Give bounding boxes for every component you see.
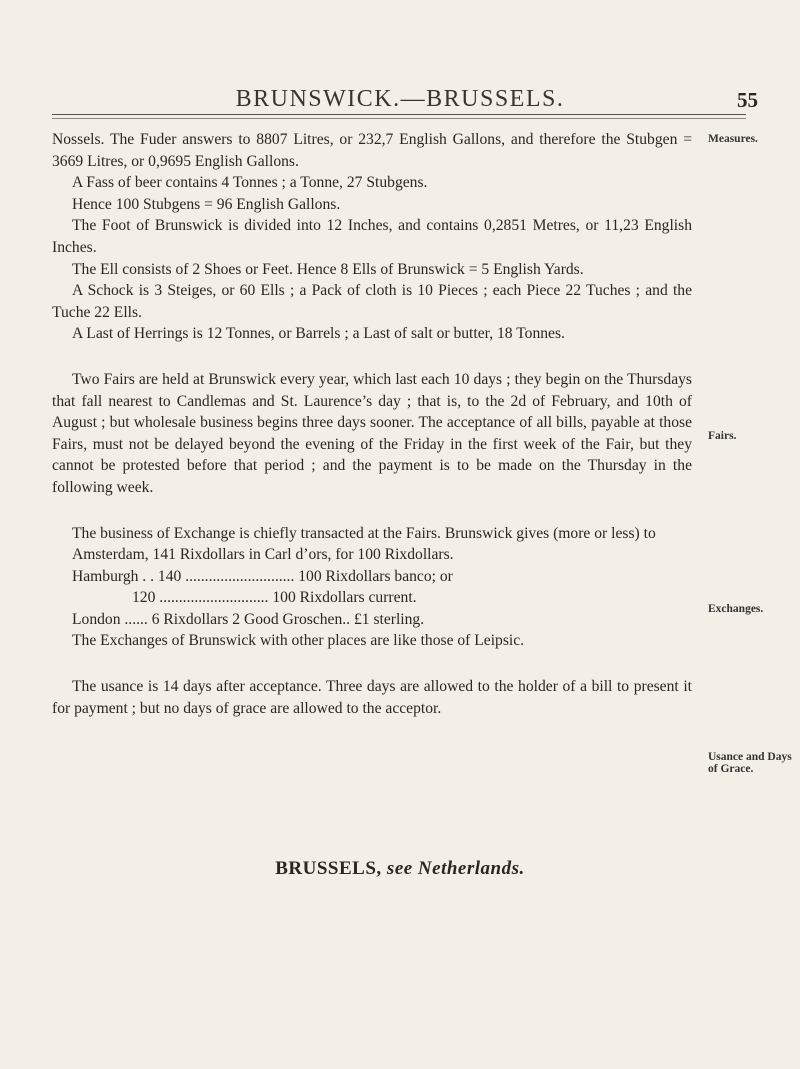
exchanges-closing: The Exchanges of Brunswick with other places are like those of Leipsic. <box>72 632 525 650</box>
fairs-paragraph: Two Fairs are held at Brunswick every year, which last each 10 days ; they begin on the Thursdays that fall nearest to Candlemas and St. Laurence’s day ; that is, to the 2d of February, and 10th of August ; but wholesale business begins three days sooner. The acceptance of all bills, payable at those Fairs, must not be delayed beyond the evening of the Friday in the first week of the Fair, but they cannot be protested before that period ; and the payment is to be made on the Thursday in the following week. <box>52 370 692 496</box>
usance-paragraph: The usance is 14 days after acceptance. Three days are allowed to the holder of a bill to present it for payment ; but no days of grace are allowed to the acceptor. <box>52 678 692 717</box>
page-number: 55 <box>737 88 758 112</box>
exchange-rate-line: Amsterdam, 141 Rixdollars in Carl d’ors, for 100 Rixdollars. <box>72 546 454 564</box>
next-section-title: BRUSSELS, <box>275 858 382 879</box>
exchange-rate-line: Hamburgh . . 140 ............................ 100 Rixdollars banco; or <box>72 567 453 585</box>
measures-line: Nossels. The Fuder answers to 8807 Litres, or 232,7 English Gallons, and therefore the Stubgen = 3669 Litres, or 0,9695 English Gallons. <box>52 131 692 170</box>
measures-line: A Schock is 3 Steiges, or 60 Ells ; a Pack of cloth is 10 Pieces ; each Piece 22 Tuches ; and the Tuche 22 Ells. <box>52 282 692 321</box>
running-title: BRUNSWICK.—BRUSSELS. <box>235 86 565 112</box>
exchanges-intro: The business of Exchange is chiefly transacted at the Fairs. Brunswick gives (more or less) to <box>72 524 656 542</box>
measures-line: The Foot of Brunswick is divided into 12 Inches, and contains 0,2851 Metres, or 11,23 English Inches. <box>52 217 692 256</box>
next-section-heading <box>0 858 800 880</box>
exchange-rate-line: London ...... 6 Rixdollars 2 Good Groschen.. £1 sterling. <box>72 610 425 628</box>
header-rule <box>52 114 746 115</box>
header-rule-secondary <box>52 118 746 119</box>
measures-line: The Ell consists of 2 Shoes or Feet. Hence 8 Ells of Brunswick = 5 English Yards. <box>72 260 584 278</box>
exchange-rate-line: 120 ............................ 100 Rixdollars current. <box>132 589 417 607</box>
measures-line: A Last of Herrings is 12 Tonnes, or Barrels ; a Last of salt or butter, 18 Tonnes. <box>72 325 565 343</box>
margin-note-usance: Usance and Days of Grace. <box>708 751 792 775</box>
margin-note-exchanges: Exchanges. <box>708 603 764 615</box>
margin-note-fairs: Fairs. <box>708 430 737 442</box>
next-section-see: see Netherlands. <box>386 858 525 879</box>
measures-line: A Fass of beer contains 4 Tonnes ; a Tonne, 27 Stubgens. <box>72 174 428 192</box>
margin-note-measures: Measures. <box>708 133 758 145</box>
page-header <box>0 86 800 116</box>
measures-line: Hence 100 Stubgens = 96 English Gallons. <box>72 195 341 213</box>
page-body <box>52 129 692 719</box>
